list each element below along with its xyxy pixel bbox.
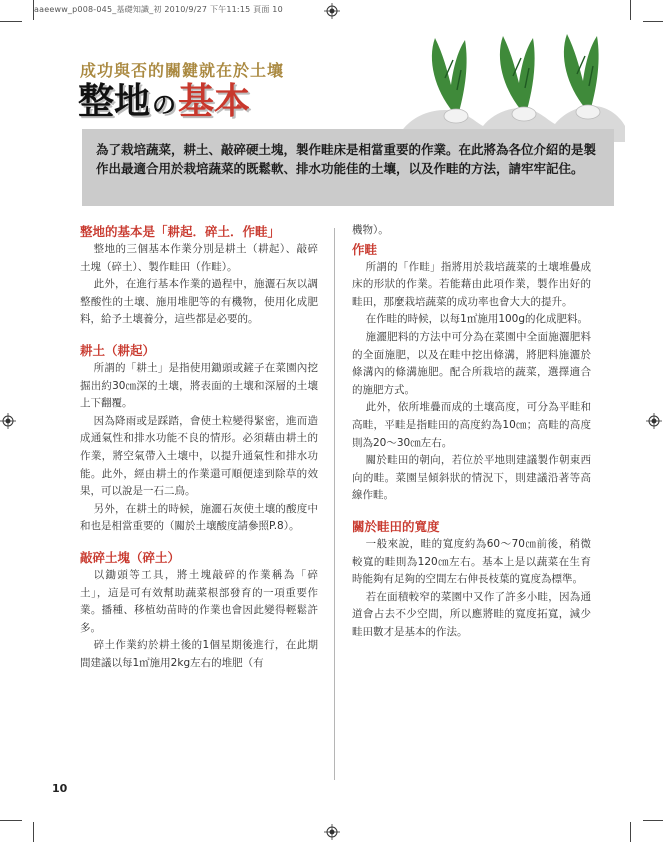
- section-heading: 作畦: [352, 241, 378, 257]
- paragraph: 以鋤頭等工具，將土塊敲碎的作業稱為「碎土」，這是可有效幫助蔬菜根部發育的一項重要作業。播種、移植幼苗時的作業也會因此變得輕鬆許多。: [80, 568, 318, 634]
- paragraph: 若在面積較窄的菜園中又作了許多小畦，因為通道會占去不少空間，所以應將畦的寬度拓寬，減少畦田數才是基本的作法。: [352, 590, 591, 638]
- title-part-2: の: [152, 91, 177, 119]
- paragraph: 另外，在耕土的時候，施灑石灰使土壤的酸度中和也是相當重要的（關於土壤酸度請參照P.8）。: [80, 502, 318, 533]
- paragraph: 因為降雨或是踩踏，會使土粒變得緊密，進而造成通氣性和排水功能不良的情形。必須藉由耕土的作業，將空氣帶入土壤中，以提升通氣性和排水功能。此外，經由耕土的作業還可順便達到除草的效果，可以說是一石二鳥。: [80, 414, 318, 498]
- trim-mark-bottom-left: [0, 820, 22, 821]
- paragraph: 機物）。: [352, 224, 389, 236]
- intro-box: 為了栽培蔬菜，耕土、敲碎硬土塊，製作畦床是相當重要的作業。在此將為各位介紹的是製作出最適合用於栽培蔬菜的既鬆軟、排水功能佳的土壤，以及作畦的方法，請牢牢記住。: [82, 129, 614, 206]
- paragraph: 此外，依所堆疊而成的土壤高度，可分為平畦和高畦，平畦是指畦田的高度約為10㎝；高畦的高度則為20～30㎝左右。: [352, 401, 591, 449]
- paragraph: 所謂的「作畦」指將用於栽培蔬菜的土壤堆疊成床的形狀的作業。若能藉由此項作業，製作出好的畦田，那麼栽培蔬菜的成功率也會大大的提升。: [352, 260, 591, 308]
- paragraph: 在作畦的時候，以每1㎡施用100g的化成肥料。: [365, 313, 589, 326]
- left-column: [80, 222, 318, 672]
- radish-sprouts-illustration: [395, 30, 625, 142]
- section-heading: 整地的基本是「耕起．碎土．作畦」: [80, 224, 281, 239]
- paragraph: 施灑肥料的方法中可分為在菜園中全面施灑肥料的全面施肥，以及在畦中挖出條溝，將肥料施灑於條溝內的條溝施肥。配合所栽培的蔬菜，選擇適合的施肥方式。: [352, 330, 591, 396]
- radish-leaf-icon: [564, 34, 600, 119]
- paragraph: 此外，在進行基本作業的過程中，施灑石灰以調整酸性的土壤、施用堆肥等的有機物，使用化成肥料，給予土壤養分，這些都是必要的。: [80, 278, 318, 326]
- section-heading: 關於畦田的寬度: [352, 518, 440, 534]
- trim-mark-top-left: [0, 21, 22, 22]
- crosshair-registration-icon: [0, 413, 16, 429]
- trim-mark-bottom-left-v: [33, 822, 34, 842]
- title-part-1: 整地: [78, 81, 151, 122]
- title-part-3: 基本: [178, 81, 251, 122]
- trim-mark-bottom-right: [643, 820, 663, 821]
- section-heading: 耕土（耕起）: [80, 342, 156, 358]
- column-divider: [334, 228, 335, 780]
- paragraph: 整地的三個基本作業分別是耕土（耕起）、敲碎土塊（碎土）、製作畦田（作畦）。: [80, 243, 318, 273]
- trim-mark-top-left-v: [33, 0, 34, 20]
- page-subtitle: 成功與否的關鍵就在於土壤: [80, 61, 285, 80]
- paragraph: 所謂的「耕土」是指使用鋤頭或鏟子在菜園內挖掘出約30㎝深的土壤，將表面的土壤和深層的土壤上下翻覆。: [80, 361, 318, 410]
- radish-leaf-icon: [500, 36, 536, 121]
- crosshair-registration-icon: [324, 824, 340, 840]
- crosshair-registration-icon: [324, 3, 340, 19]
- page-title: [78, 80, 250, 127]
- radish-leaf-icon: [432, 38, 468, 123]
- print-slug: aaeeww_p008-045_基礎知識_初 2010/9/27 下午11:15 頁面 10: [34, 5, 283, 14]
- page-number: 10: [52, 782, 68, 795]
- trim-mark-top-right: [643, 21, 663, 22]
- paragraph: 一般來說，畦的寬度約為60～70㎝前後，稍微較寬的畦則為120㎝左右。基本上是以蔬菜在生育時能夠有足夠的空間左右伸長枝葉的寬度為標準。: [352, 537, 591, 586]
- paragraph: 關於畦田的朝向，若位於平地則建議製作朝東西向的畦。菜園呈傾斜狀的情況下，則建議沿著等高線作畦。: [352, 454, 591, 502]
- right-column: [352, 222, 591, 641]
- paragraph: 碎土作業約於耕土後的1個星期後進行，在此期間建議以每1㎡施用2kg左右的堆肥（有: [80, 639, 318, 669]
- trim-mark-top-right-v: [630, 0, 631, 20]
- crosshair-registration-icon: [646, 413, 662, 429]
- trim-mark-bottom-right-v: [630, 822, 631, 842]
- section-heading: 敲碎土塊（碎土）: [80, 549, 181, 565]
